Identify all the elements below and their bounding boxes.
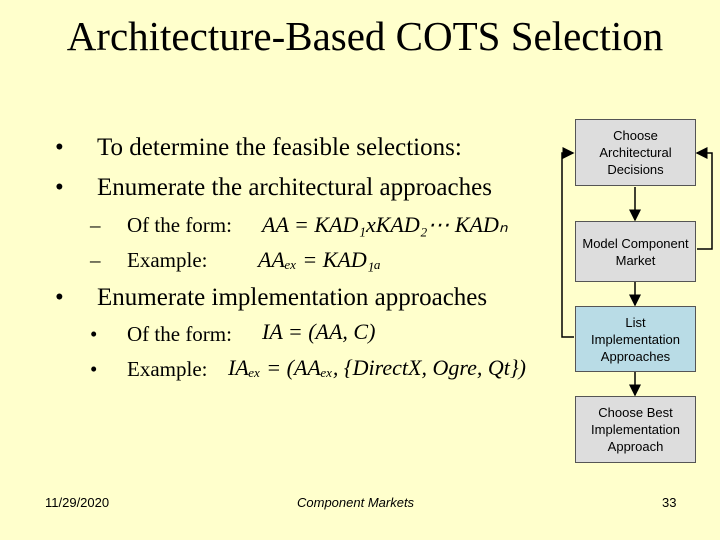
flow-box-label: Model Component Market bbox=[582, 235, 689, 268]
sub-marker: • bbox=[90, 322, 98, 346]
bullet-marker: • bbox=[55, 174, 64, 201]
bullet-implementation-approaches: Enumerate implementation approaches bbox=[97, 284, 488, 311]
bullet-feasible-selections: To determine the feasible selections: bbox=[97, 134, 462, 161]
flow-box-model-component-market bbox=[575, 221, 696, 282]
flow-box-label: List Implementation Approaches bbox=[591, 314, 680, 364]
arrow-loop-left bbox=[562, 153, 574, 337]
math-ia-form: IA = (AA, C) bbox=[262, 319, 376, 344]
footer-date: 11/29/2020 bbox=[45, 495, 110, 510]
math-aa-example: AAₑₓ = KAD₁ₐ bbox=[258, 247, 381, 272]
bullet-marker: • bbox=[55, 134, 64, 161]
bullet-marker: • bbox=[55, 284, 64, 311]
flow-box-label: Choose Best Implementation Approach bbox=[591, 405, 680, 454]
footer-title: Component Markets bbox=[297, 495, 415, 510]
flow-box-choose-architectural-decisions bbox=[575, 119, 696, 186]
sub-example-label: Example: bbox=[127, 357, 208, 381]
sub-marker: – bbox=[90, 213, 101, 237]
page-number: 33 bbox=[662, 495, 677, 510]
slide-title: Architecture-Based COTS Selection bbox=[66, 13, 664, 59]
flow-box-list-implementation-approaches bbox=[575, 306, 696, 372]
sub-form-label: Of the form: bbox=[127, 213, 232, 237]
sub-marker: – bbox=[90, 248, 101, 272]
sub-example-label: Example: bbox=[127, 248, 208, 272]
flow-box-choose-best-implementation bbox=[575, 396, 696, 463]
arrow-loop-right bbox=[697, 153, 712, 249]
flow-box-label: Choose Architectural Decisions bbox=[599, 128, 672, 177]
sub-marker: • bbox=[90, 357, 98, 381]
sub-form-label: Of the form: bbox=[127, 322, 232, 346]
bullet-architectural-approaches: Enumerate the architectural approaches bbox=[97, 174, 492, 201]
math-ia-example: IAₑₓ = (AAₑₓ, {DirectX, Ogre, Qt}) bbox=[228, 355, 526, 380]
math-aa-form: AA = KAD₁xKAD₂⋯ KADₙ bbox=[262, 212, 508, 237]
